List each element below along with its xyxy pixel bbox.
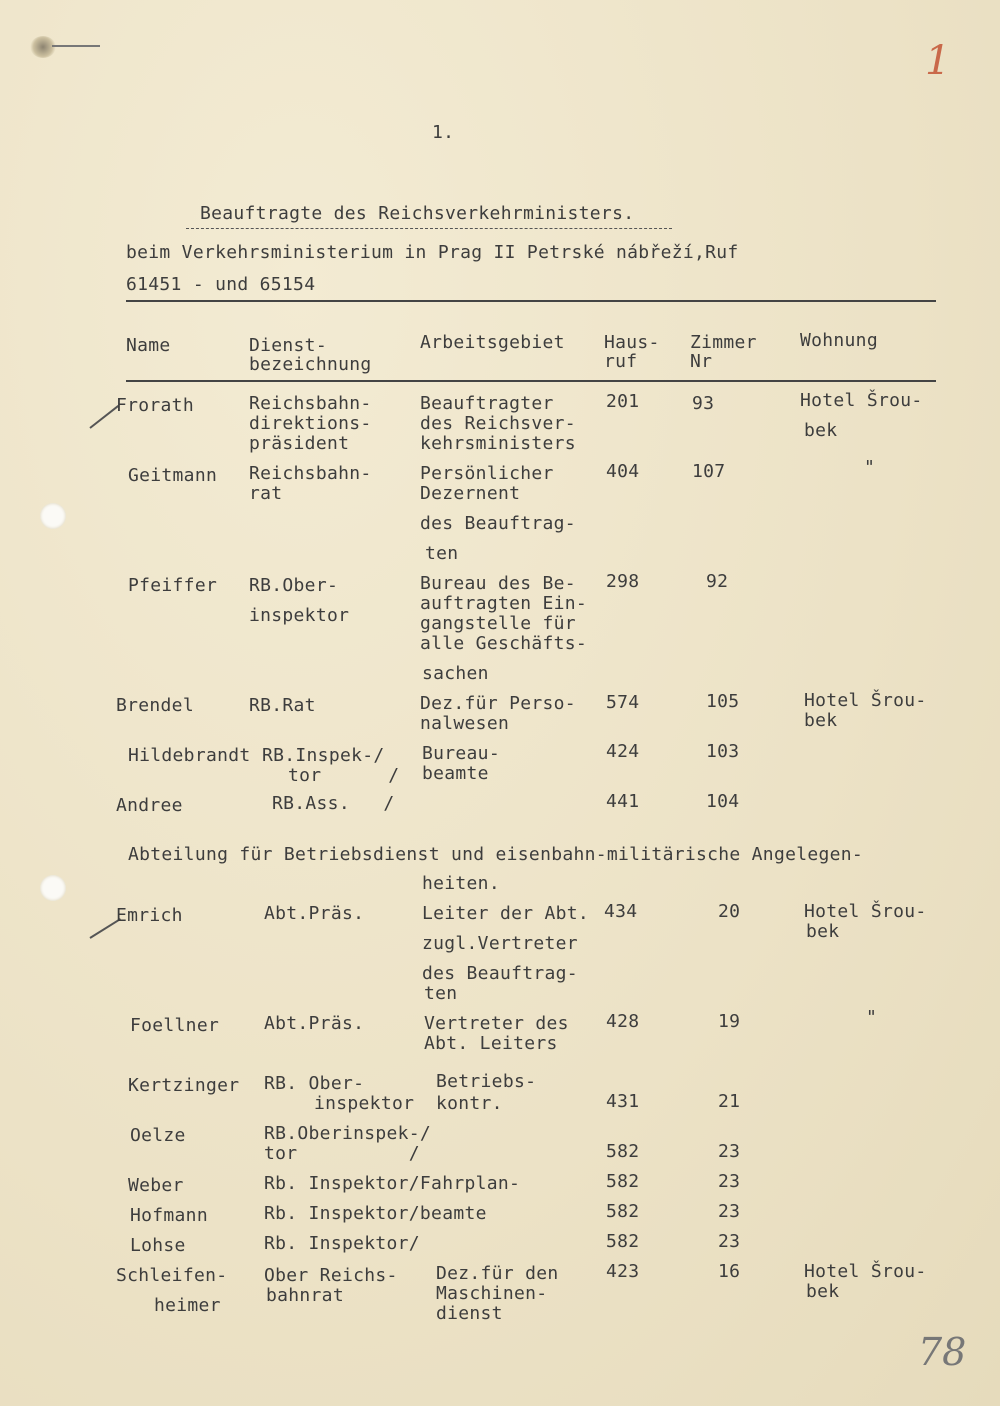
row-name: Andree: [116, 795, 183, 816]
row-arbeit: kehrsministers: [420, 433, 576, 454]
row-dienst: Rb. Inspektor/Fahrplan-: [264, 1173, 521, 1194]
row-arbeit: dienst: [436, 1303, 503, 1324]
row-name: heimer: [154, 1295, 221, 1316]
row-dienst: tor /: [288, 765, 400, 786]
row-zimmer: 104: [706, 791, 740, 812]
row-zimmer: 19: [718, 1011, 741, 1032]
row-dienst: rat: [249, 483, 283, 504]
section-heading-cont: heiten.: [422, 873, 500, 894]
row-name: Hildebrandt: [128, 745, 251, 766]
punch-hole: [40, 503, 66, 529]
row-arbeit: Abt. Leiters: [424, 1033, 558, 1054]
row-arbeit: Maschinen-: [436, 1283, 548, 1304]
header-zimmer-1: Zimmer: [690, 332, 757, 353]
row-wohnung: Hotel Šrou-: [804, 901, 927, 922]
row-arbeit: auftragten Ein-: [420, 593, 588, 614]
row-hausruf: 582: [606, 1231, 640, 1252]
row-zimmer: 20: [718, 901, 741, 922]
check-mark: [89, 405, 119, 429]
row-hausruf: 434: [604, 901, 638, 922]
row-dienst: RB.Inspek-/: [262, 745, 385, 766]
row-arbeit: Dez.für Perso-: [420, 693, 576, 714]
header-zimmer-2: Nr: [690, 351, 713, 372]
punch-hole: [40, 875, 66, 901]
row-wohnung: Hotel Šrou-: [804, 690, 927, 711]
row-arbeit: Bureau-: [422, 743, 500, 764]
staple-stain: [30, 36, 56, 58]
row-arbeit: Betriebs-: [436, 1071, 537, 1092]
row-hausruf: 574: [606, 692, 640, 713]
document-title: Beauftragte des Reichsverkehrministers.: [200, 203, 635, 224]
row-arbeit: Vertreter des: [424, 1013, 569, 1034]
row-wohnung: bek: [804, 710, 838, 731]
row-hausruf: 298: [606, 571, 640, 592]
row-name: Brendel: [116, 695, 194, 716]
row-hausruf: 424: [606, 741, 640, 762]
column-header-rule: [126, 380, 936, 382]
row-wohnung: bek: [806, 1281, 840, 1302]
row-zimmer: 103: [706, 741, 740, 762]
row-name: Schleifen-: [116, 1265, 228, 1286]
row-dienst: Abt.Präs.: [264, 1013, 365, 1034]
row-dienst: Reichsbahn-: [249, 463, 372, 484]
subtitle-line-2: 61451 - und 65154: [126, 274, 316, 295]
staple-line: [52, 45, 100, 47]
row-arbeit: Persönlicher: [420, 463, 554, 484]
folio-number: 78: [918, 1330, 967, 1374]
row-hausruf: 431: [606, 1091, 640, 1112]
row-arbeit: des Beauftrag-: [422, 963, 578, 984]
row-name: Geitmann: [128, 465, 218, 486]
row-arbeit: kontr.: [436, 1093, 503, 1114]
row-hausruf: 582: [606, 1141, 640, 1162]
row-dienst: inspektor: [314, 1093, 415, 1114]
row-hausruf: 441: [606, 791, 640, 812]
row-wohnung: ": [866, 1007, 878, 1028]
row-name: Kertzinger: [128, 1075, 240, 1096]
header-dienst-2: bezeichnung: [249, 354, 372, 375]
row-dienst: präsident: [249, 433, 350, 454]
row-hausruf: 428: [606, 1011, 640, 1032]
row-dienst: Rb. Inspektor/beamte: [264, 1203, 487, 1224]
row-arbeit: beamte: [422, 763, 489, 784]
row-zimmer: 23: [718, 1171, 741, 1192]
header-rule: [126, 300, 936, 302]
header-name: Name: [126, 335, 171, 356]
header-haus-1: Haus-: [604, 332, 660, 353]
row-dienst: RB.Rat: [249, 695, 316, 716]
row-dienst: RB.Ass. /: [272, 793, 395, 814]
row-arbeit: Dez.für den: [436, 1263, 559, 1284]
row-hausruf: 582: [606, 1201, 640, 1222]
row-hausruf: 423: [606, 1261, 640, 1282]
row-dienst: RB.Ober-: [249, 575, 339, 596]
header-arbeit: Arbeitsgebiet: [420, 332, 565, 353]
row-zimmer: 93: [692, 393, 715, 414]
section-heading: Abteilung für Betriebsdienst und eisenbahn-militärische Angelegen-: [128, 844, 864, 865]
row-hausruf: 201: [606, 391, 640, 412]
row-zimmer: 21: [718, 1091, 741, 1112]
row-name: Frorath: [116, 395, 194, 416]
row-arbeit: gangstelle für: [420, 613, 576, 634]
row-wohnung: bek: [804, 420, 838, 441]
title-underline: [186, 228, 672, 229]
row-wohnung: Hotel Šrou-: [804, 1261, 927, 1282]
row-arbeit: ten: [425, 543, 459, 564]
header-dienst-1: Dienst-: [249, 335, 327, 356]
row-name: Emrich: [116, 905, 183, 926]
row-arbeit: nalwesen: [420, 713, 510, 734]
row-arbeit: des Reichsver-: [420, 413, 576, 434]
corner-page-mark: 1: [925, 38, 951, 84]
row-arbeit: alle Geschäfts-: [420, 633, 588, 654]
row-name: Weber: [128, 1175, 184, 1196]
header-wohnung: Wohnung: [800, 330, 878, 351]
row-dienst: bahnrat: [266, 1285, 344, 1306]
row-name: Foellner: [130, 1015, 220, 1036]
row-dienst: inspektor: [249, 605, 350, 626]
row-arbeit: Bureau des Be-: [420, 573, 576, 594]
row-hausruf: 582: [606, 1171, 640, 1192]
page-number: 1.: [432, 122, 455, 143]
row-zimmer: 107: [692, 461, 726, 482]
subtitle-line-1: beim Verkehrsministerium in Prag II Petrské nábřeží,Ruf: [126, 242, 739, 263]
row-arbeit: ten: [424, 983, 458, 1004]
row-dienst: Rb. Inspektor/: [264, 1233, 420, 1254]
row-zimmer: 23: [718, 1231, 741, 1252]
row-arbeit: Dezernent: [420, 483, 521, 504]
row-dienst: direktions-: [249, 413, 372, 434]
row-arbeit: sachen: [422, 663, 489, 684]
row-arbeit: zugl.Vertreter: [422, 933, 578, 954]
row-hausruf: 404: [606, 461, 640, 482]
row-wohnung: ": [864, 457, 876, 478]
row-name: Pfeiffer: [128, 575, 218, 596]
row-wohnung: Hotel Šrou-: [800, 390, 923, 411]
row-dienst: tor /: [264, 1143, 420, 1164]
row-zimmer: 92: [706, 571, 729, 592]
row-zimmer: 105: [706, 691, 740, 712]
row-zimmer: 23: [718, 1141, 741, 1162]
row-arbeit: Beauftragter: [420, 393, 554, 414]
row-name: Oelze: [130, 1125, 186, 1146]
row-arbeit: des Beauftrag-: [420, 513, 576, 534]
row-wohnung: bek: [806, 921, 840, 942]
row-zimmer: 16: [718, 1261, 741, 1282]
row-dienst: Ober Reichs-: [264, 1265, 398, 1286]
row-dienst: Reichsbahn-: [249, 393, 372, 414]
row-arbeit: Leiter der Abt.: [422, 903, 590, 924]
row-dienst: Abt.Präs.: [264, 903, 365, 924]
row-zimmer: 23: [718, 1201, 741, 1222]
row-dienst: RB. Ober-: [264, 1073, 365, 1094]
row-dienst: RB.Oberinspek-/: [264, 1123, 432, 1144]
row-name: Hofmann: [130, 1205, 208, 1226]
row-name: Lohse: [130, 1235, 186, 1256]
header-haus-2: ruf: [604, 351, 638, 372]
